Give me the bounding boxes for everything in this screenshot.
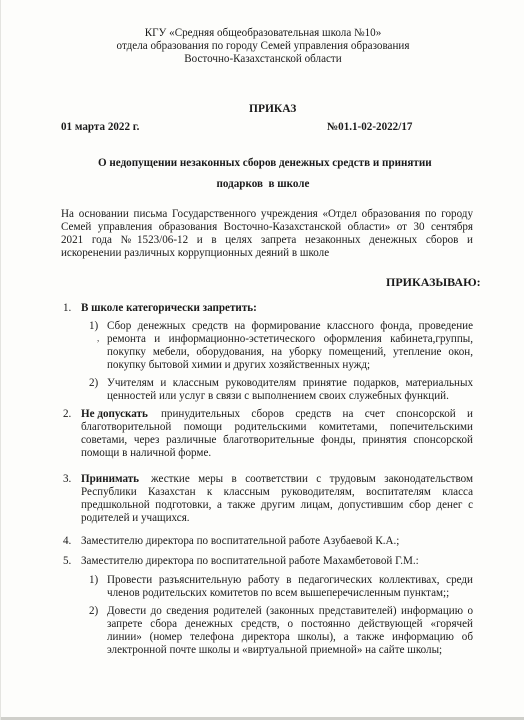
order-title: ПРИКАЗ: [249, 103, 297, 115]
preamble-line: Семей управления образования Восточно-Казахстанской области» от 30 сентября: [61, 221, 473, 233]
subitem-line: Учителям и классным руководителям принятие подарков, материальных: [107, 377, 473, 389]
item-number: 3.: [63, 473, 72, 485]
subitem-number: 1): [89, 574, 99, 586]
item-line: предшкольной подготовки, а также другим лицам, допустившим сбор денег с: [81, 499, 473, 511]
command-word: ПРИКАЗЫВАЮ:: [386, 275, 481, 289]
order-number: №01.1-02-2022/17: [327, 121, 413, 133]
item-line: благотворительной помощи родительскими комитетами, попечительскими: [81, 421, 473, 433]
region-name: Восточно-Казахстанской области: [184, 53, 342, 65]
item-number: 2.: [63, 408, 72, 420]
order-date: 01 марта 2022 г.: [61, 121, 140, 133]
item-heading: В школе категорически запретить:: [81, 302, 257, 314]
item-lead: Не допускать: [81, 408, 148, 420]
item-line: Заместителю директора по воспитательной работе Махамбетовой Г.М.:: [81, 555, 419, 567]
subitem-line: ценностей или услуг в связи с выполнением своих служебных функций.: [107, 390, 449, 402]
item-number: 4.: [63, 535, 72, 547]
subitem-line: электронной почте школы и «виртуальной приемной» на сайте школы;: [107, 644, 443, 656]
preamble-line: 2021 года №1523/06-12 и в целях запрета незаконных денежных сборов и: [61, 234, 473, 246]
item-line: Республики Казахстан к классным руководителям, воспитателям класса: [81, 486, 473, 498]
preamble-line: На основании письма Государственного учреждения «Отдел образования по городу: [61, 208, 473, 220]
subitem-line: покупку бытовой химии и других хозяйственных нужд;: [107, 359, 371, 371]
subitem-line: покупку мебели, оборудования, на уборку помещений, утепление окон,: [107, 346, 473, 358]
item-line: Заместителю директора по воспитательной работе Азубаевой К.А.;: [81, 535, 400, 547]
subject-line-1: О недопущении незаконных сборов денежных средств и принятии: [98, 157, 432, 169]
subject-line-2: подарков в школе: [216, 178, 310, 190]
item-line: жесткие меры в соответствии с трудовым законодательством: [151, 473, 473, 485]
subitem-line: Провести разъяснительную работу в педагогических коллективах, среди: [107, 574, 473, 586]
school-name: КГУ «Средняя общеобразовательная школа №10»: [144, 27, 382, 39]
item-lead: Принимать: [81, 473, 140, 485]
item-line: советами, через различные благотворительные фонды, принятия спонсорской: [81, 434, 473, 446]
subitem-number: 2): [89, 377, 99, 389]
scan-mark: ,: [97, 333, 100, 343]
item-number: 1.: [63, 302, 72, 314]
subitem-line: ремонта и информационно-эстетического оформления кабинета,группы,: [107, 333, 473, 345]
subitem-line: линии» (номер телефона директора школы), а также информацию об: [107, 631, 473, 643]
item-line: родителей и учащихся.: [81, 512, 190, 524]
subitem-line: Сбор денежных средств на формирование классного фонда, проведение: [107, 320, 473, 332]
preamble-line: искоренении различных коррупционных деяний в школе: [61, 247, 330, 259]
subitem-line: запрете сбора денежных средств, о постоянно действующей «горячей: [107, 618, 473, 630]
subitem-number: 1): [89, 320, 99, 332]
item-line: принудительных сборов средств на счет спонсорской и: [161, 408, 473, 420]
subitem-line: членов родительских комитетов по всем вышеперечисленным пунктам;;: [107, 587, 450, 599]
item-number: 5.: [63, 555, 72, 567]
subitem-line: Довести до сведения родителей (законных представителей) информацию о: [107, 605, 473, 617]
department-name: отдела образования по городу Семей управления образования: [116, 40, 410, 52]
subitem-number: 2): [89, 605, 99, 617]
item-line: помощи в наличной форме.: [81, 447, 212, 459]
